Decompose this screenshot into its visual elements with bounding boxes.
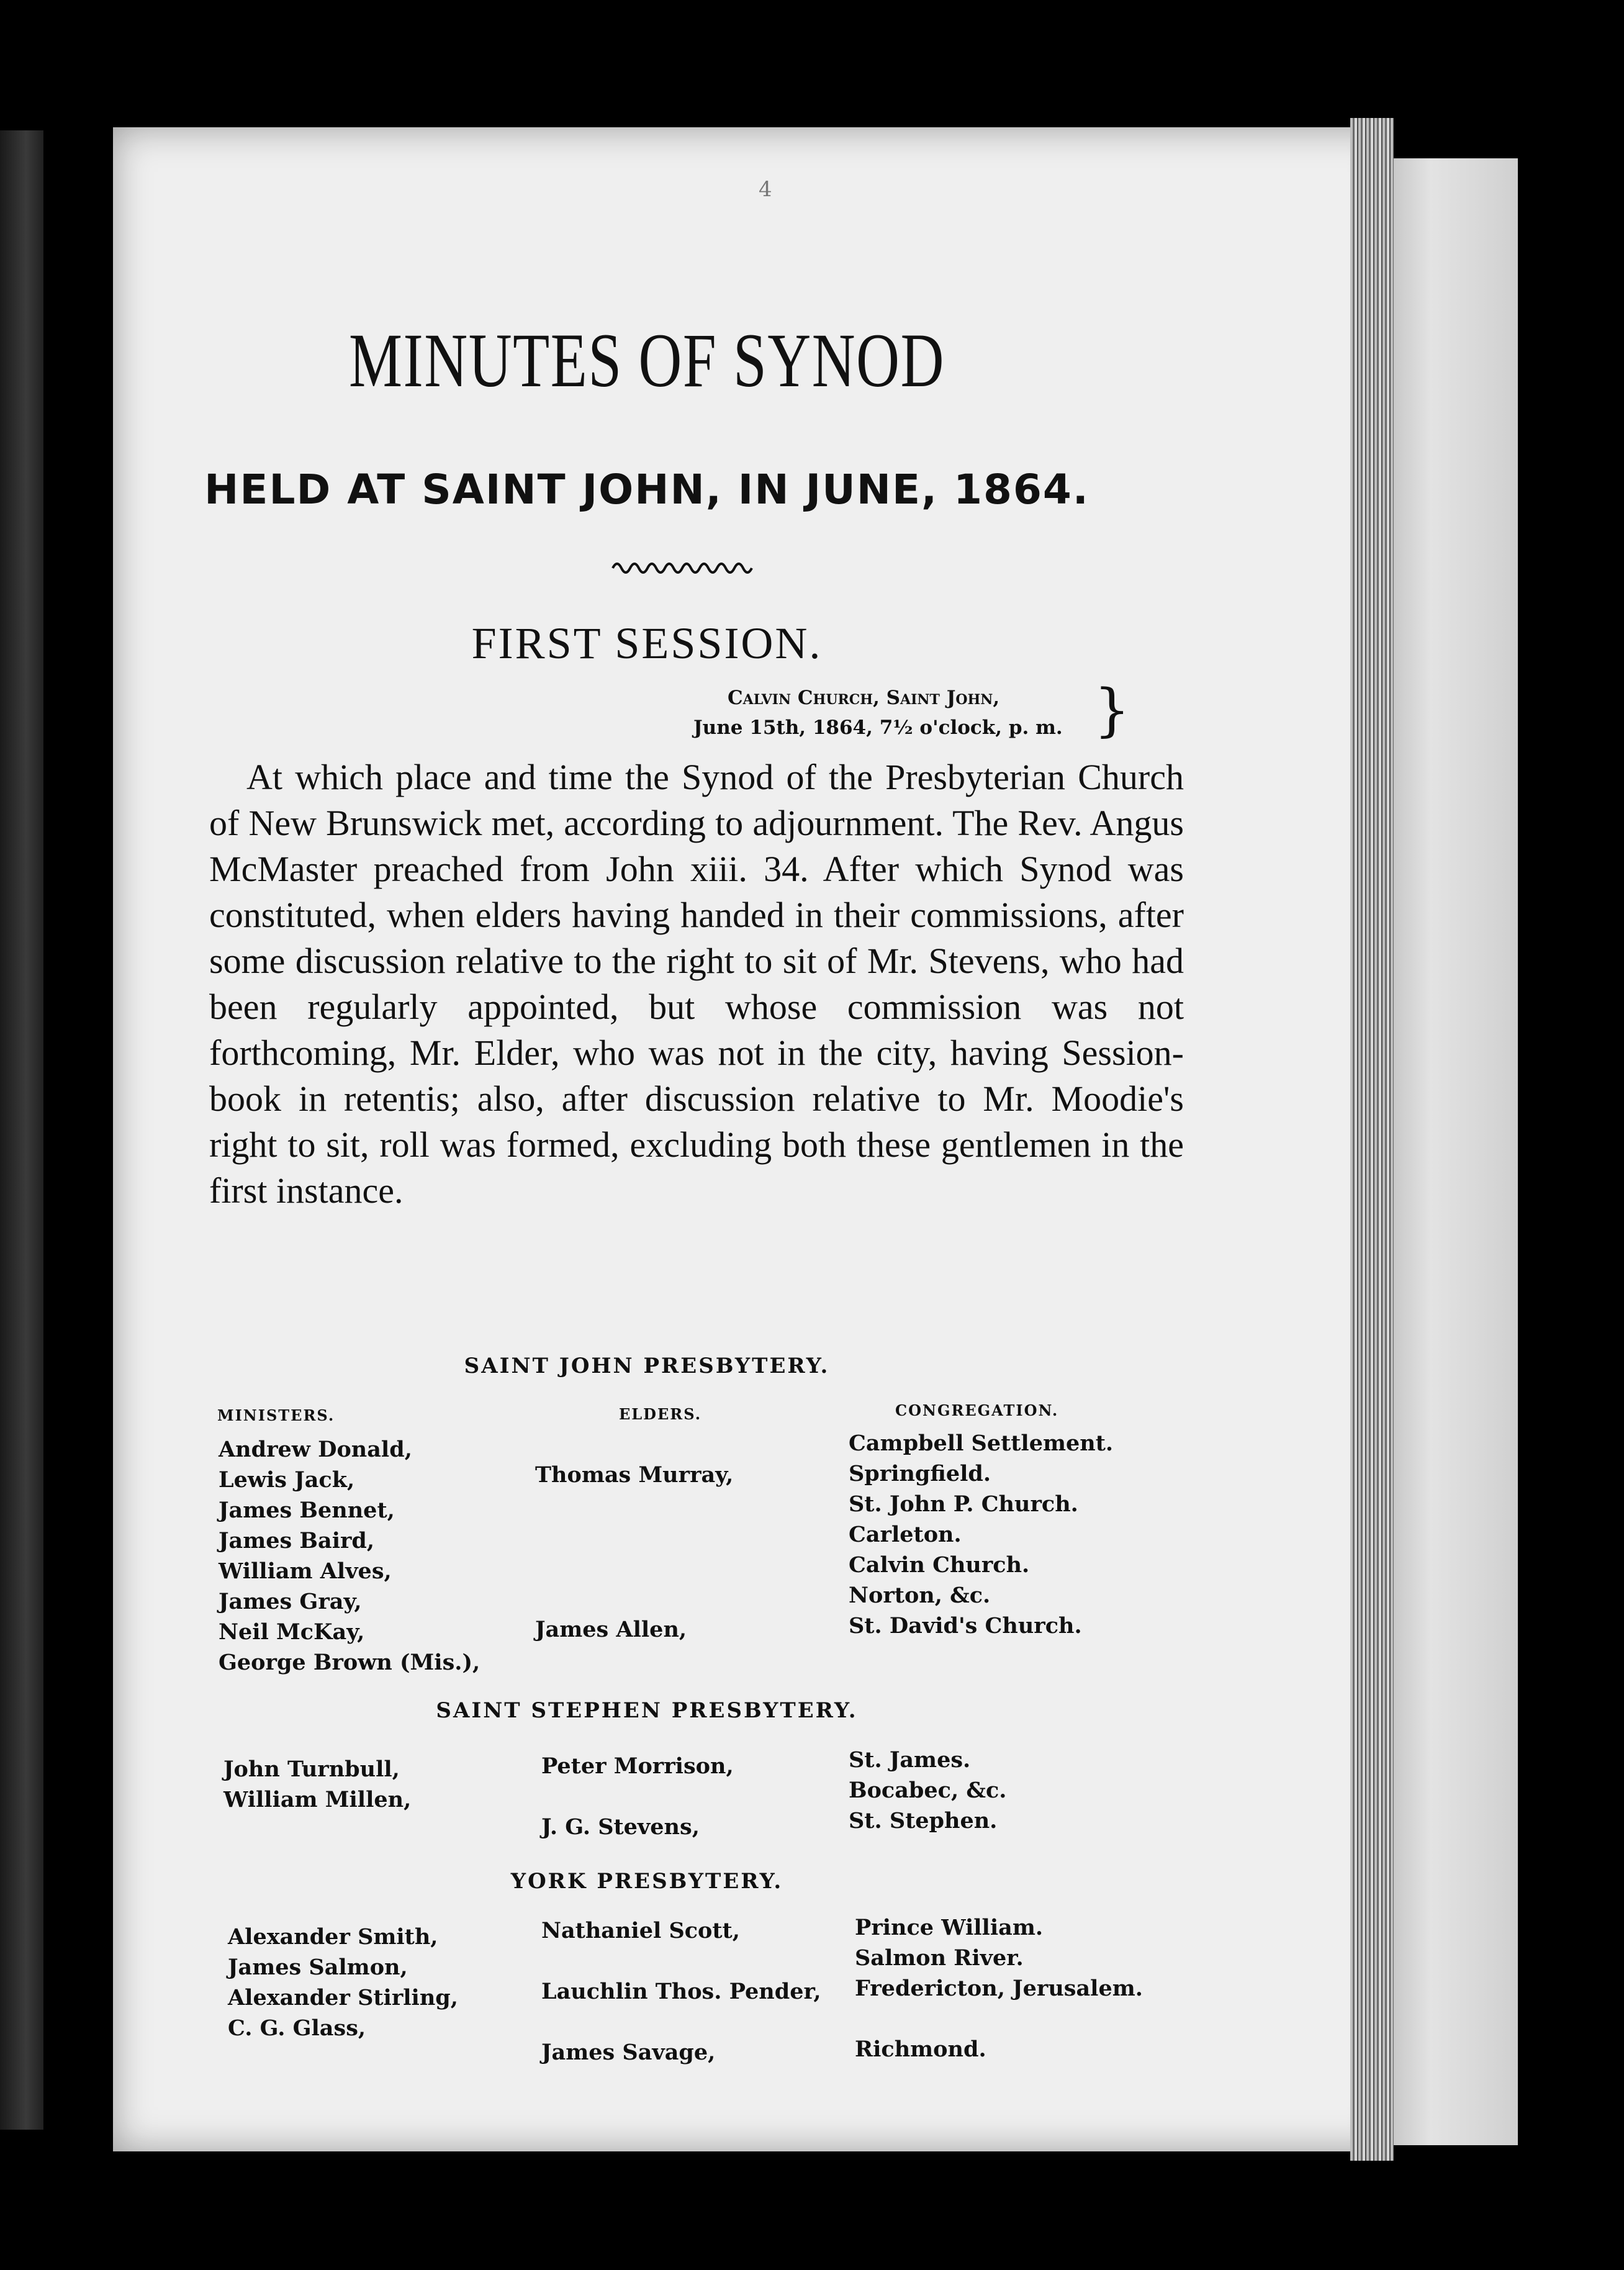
right-brace: } — [1094, 677, 1130, 743]
congregation-entry: Carleton. — [849, 1522, 962, 1547]
column-header-elders: ELDERS. — [619, 1405, 702, 1423]
session-title: FIRST SESSION. — [471, 618, 823, 668]
congregation-entry: Springfield. — [849, 1461, 991, 1486]
elder-spacer — [541, 1781, 734, 1812]
elder-spacer — [541, 2007, 821, 2037]
presbytery-heading-york: YORK PRESBYTERY. — [510, 1869, 783, 1894]
column-header-congregation: CONGREGATION. — [895, 1401, 1059, 1419]
elder-entry: Nathaniel Scott, — [541, 1918, 740, 1943]
congregation-entry: Prince William. — [855, 1915, 1044, 1940]
session-place: Calvin Church, Saint John, — [728, 687, 1000, 709]
presbytery-heading-saint-stephen: SAINT STEPHEN PRESBYTERY. — [436, 1698, 858, 1723]
elder-entry: J. G. Stevens, — [541, 1814, 700, 1840]
ministers-list-york — [228, 1922, 458, 2043]
elders-list-saint-stephen — [541, 1751, 734, 1842]
congregations-list-saint-stephen — [849, 1745, 1006, 1836]
page-subtitle: HELD AT SAINT JOHN, IN JUNE, 1864. — [204, 466, 1089, 513]
minister-entry: George Brown (Mis.), — [219, 1650, 480, 1675]
congregations-list-york — [855, 1912, 1143, 2064]
document-page — [113, 127, 1392, 2151]
elder-entry: Peter Morrison, — [541, 1753, 734, 1779]
elders-list-york — [541, 1915, 821, 2068]
minister-entry: Lewis Jack, — [219, 1467, 355, 1493]
minister-entry: Neil McKay, — [219, 1619, 365, 1645]
opening-paragraph: At which place and time the Synod of the Presbyterian Church of New Brunswick met, according to adjournment. The Rev. Angus McMaster preached from John xiii. 34. After which Synod was constituted, when elders having handed in their commissions, after some discussion relative to the right to sit of Mr. Stevens, who had been regularly appointed, but whose commission was not forthcoming, Mr. Elder, who was not in the city, having Session-book in retentis; also, after discussion relative to Mr. Moodie's right to sit, roll was formed, excluding both these gentlemen in the first instance. — [209, 757, 1184, 1211]
minister-entry: Alexander Smith, — [228, 1924, 438, 1950]
page-title: MINUTES OF SYNOD — [348, 318, 945, 403]
minister-entry: James Salmon, — [228, 1955, 408, 1980]
minister-entry: James Gray, — [219, 1589, 362, 1614]
column-header-ministers: MINISTERS. — [217, 1406, 335, 1424]
congregation-entry: Richmond. — [855, 2037, 986, 2062]
ministers-list-saint-john — [219, 1434, 480, 1678]
congregation-entry: St. James. — [849, 1747, 971, 1773]
minister-entry: James Baird, — [219, 1528, 375, 1553]
elders-list-saint-john-2 — [535, 1614, 687, 1645]
right-page-edge — [1394, 158, 1518, 2145]
congregation-entry: Calvin Church. — [849, 1552, 1030, 1578]
elder-spacer — [541, 1946, 821, 1976]
congregation-entry: Fredericton, Jerusalem. — [855, 1976, 1143, 2001]
congregation-entry: St. John P. Church. — [849, 1491, 1078, 1517]
session-date: June 15th, 1864, 7½ o'clock, p. m. — [693, 717, 1063, 739]
congregation-entry: Bocabec, &c. — [849, 1778, 1007, 1803]
minister-entry: Alexander Stirling, — [228, 1985, 458, 2010]
congregation-entry: St. Stephen. — [849, 1808, 998, 1834]
presbytery-heading-saint-john: SAINT JOHN PRESBYTERY. — [464, 1354, 830, 1378]
minister-entry: William Alves, — [219, 1558, 392, 1584]
wavy-rule-ornament — [610, 556, 759, 581]
left-page-edge — [0, 130, 43, 2130]
congregation-entry: Campbell Settlement. — [849, 1431, 1114, 1456]
elder-entry: James Savage, — [541, 2040, 716, 2065]
minister-entry: John Turnbull, — [223, 1757, 400, 1782]
elder-entry: Lauchlin Thos. Pender, — [541, 1979, 821, 2004]
minister-entry: William Millen, — [223, 1787, 412, 1812]
congregation-entry: Salmon River. — [855, 1945, 1024, 1971]
elders-list-saint-john — [535, 1460, 733, 1490]
congregation-entry: Norton, &c. — [849, 1583, 991, 1608]
elder-entry: James Allen, — [535, 1617, 687, 1642]
congregation-entry: St. David's Church. — [849, 1613, 1082, 1639]
book-page-stack-edge — [1350, 118, 1394, 2161]
minister-entry: Andrew Donald, — [219, 1437, 412, 1462]
ministers-list-saint-stephen — [223, 1754, 411, 1815]
congregations-list-saint-john — [849, 1428, 1113, 1641]
congregation-spacer — [855, 2004, 1143, 2034]
minister-entry: C. G. Glass, — [228, 2015, 366, 2041]
elder-entry: Thomas Murray, — [535, 1462, 734, 1488]
page-number: 4 — [759, 177, 772, 202]
minister-entry: James Bennet, — [219, 1498, 395, 1523]
